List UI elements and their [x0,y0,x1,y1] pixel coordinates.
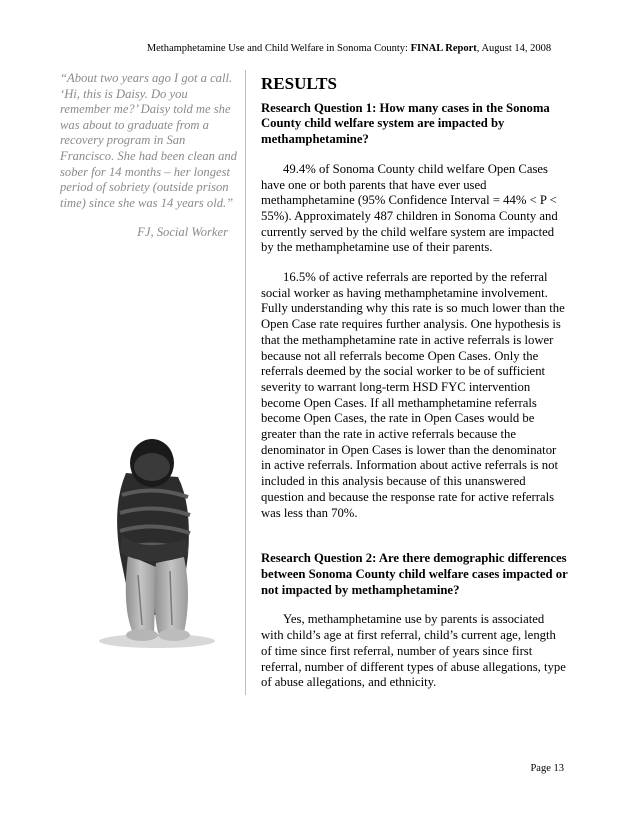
column-divider [245,70,246,695]
header-date: , August 14, 2008 [476,43,552,54]
section-heading: RESULTS [261,74,337,93]
quote-attribution: FJ, Social Worker [137,225,228,240]
header-report-label: FINAL Report [410,43,477,54]
header-title: Methamphetamine Use and Child Welfare in Sonoma County: [146,43,411,54]
paragraph-open-cases: 49.4% of Sonoma County child welfare Open Cases have one or both parents that have ever used methamphetamine (95% Confidence Interval = 44% < P < 55%). Approximately 487 children in Sonoma County and currently served by the child welfare system are impacted by the methamphetamine use of their parents. [261,161,558,255]
running-header [0,43,638,54]
quote-text: “About two years ago I got a call. ‘Hi, this is Daisy. Do you remember me?’ Daisy told me she was about to graduate from a recovery program in San Francisco. She had been clean and sober for 14 months – her longest period of sobriety (outside prison time) since she was 14 years old.” [60,71,237,210]
crouching-child-photo [92,435,222,650]
research-question-2: Research Question 2: Are there demographic differences between Sonoma County child welfare cases impacted or not impacted by methamphetamine? [261,551,568,597]
paragraph-active-referrals: 16.5% of active referrals are reported by the referral social worker as having methamphetamine involvement. Fully understanding why this rate is so much lower than the Open Case rate requires further analysis. One hypothesis is that the methamphetamine rate in active referrals is lower because not all referrals become Open Cases. Only the referrals deemed by the social worker to be of sufficient severity to warrant long-term HSD FYC intervention become Open Cases. If all methamphetamine referrals become Open Cases, the rate in Open Cases would be greater than the rate in active referrals because the denominator in Open Cases is lower than the denominator in active referrals. Information about active referrals is not included in this analysis because of this unanswered question and because the response rate for active referrals was less than 70%. [261,270,565,520]
main-content [261,76,569,691]
page-number: Page 13 [530,763,564,774]
paragraph-demographics: Yes, methamphetamine use by parents is associated with child’s age at first referral, child’s current age, length of time since first referral, number of years since first referral, number of different types of abuse allegations, type of abuse allegations, and ethnicity. [261,612,566,690]
research-question-1: Research Question 1: How many cases in the Sonoma County child welfare system are impacted by methamphetamine? [261,100,550,147]
sidebar-quote [60,71,240,241]
